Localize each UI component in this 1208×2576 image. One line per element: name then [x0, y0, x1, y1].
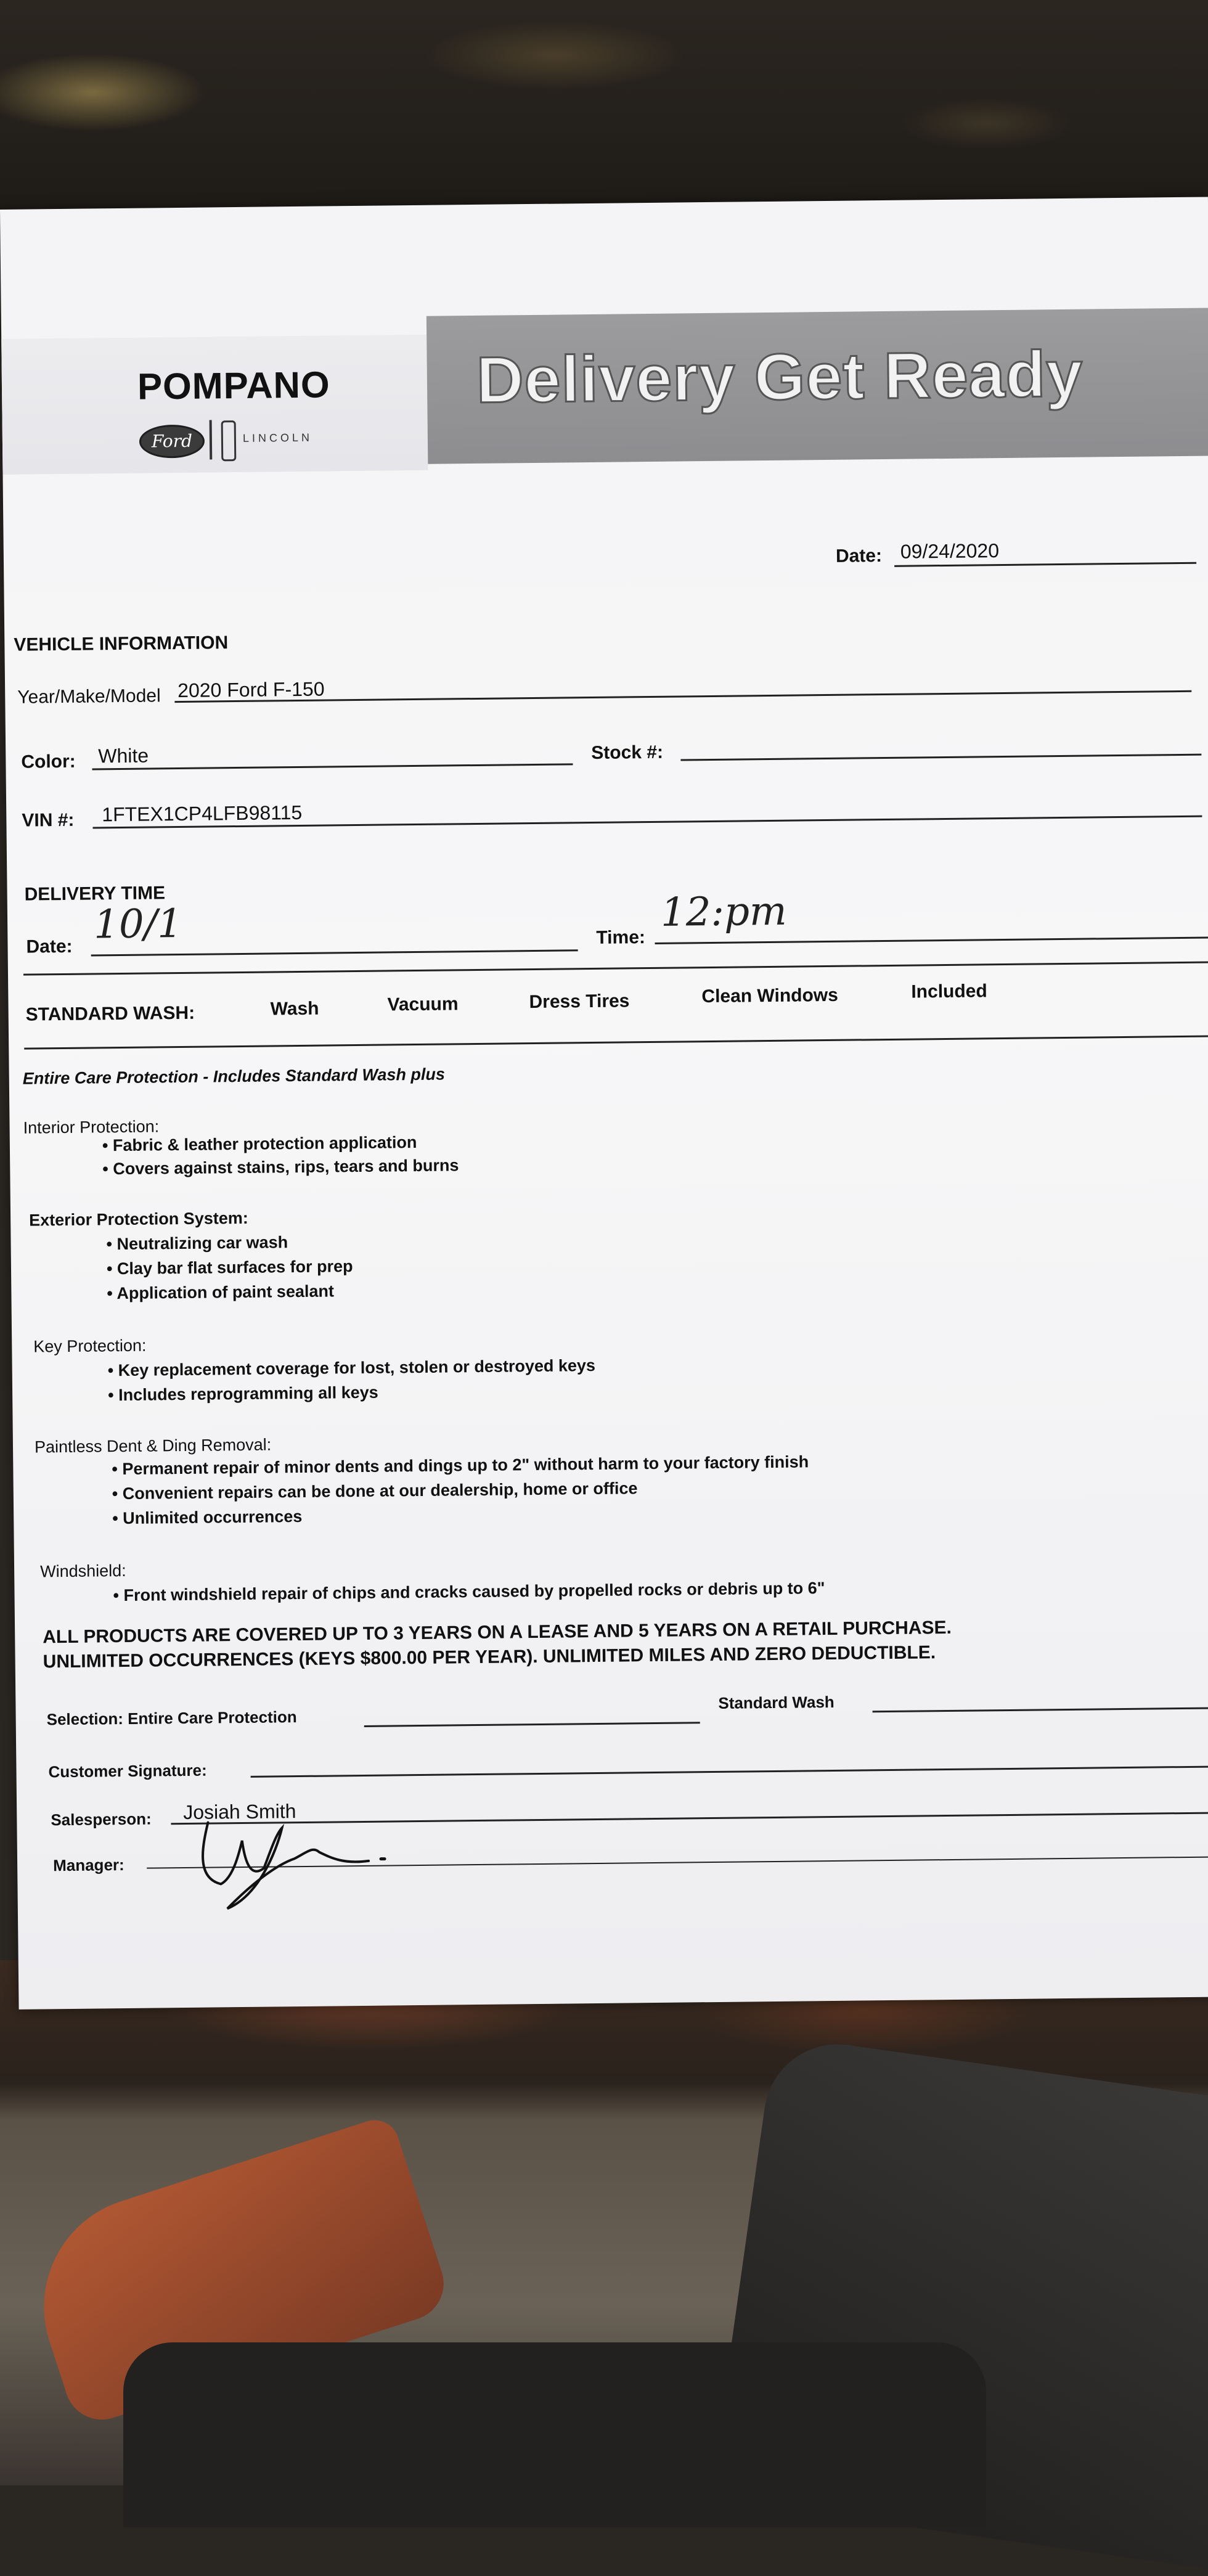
color-label: Color:	[21, 751, 76, 772]
delivery-time-line	[655, 936, 1208, 944]
ymm-line	[174, 690, 1191, 703]
color-line	[92, 763, 573, 770]
wash-option-clean-windows: Clean Windows	[701, 984, 839, 1007]
key-item-2: • Includes reprogramming all keys	[107, 1383, 378, 1405]
entire-care-heading-rest: - Includes Standard Wash plus	[198, 1065, 446, 1086]
stock-line	[680, 754, 1201, 761]
stock-label: Stock #:	[591, 742, 664, 764]
vin-value: 1FTEX1CP4LFB98115	[102, 801, 303, 826]
standard-wash-selection-label: Standard Wash	[718, 1692, 835, 1712]
exterior-title: Exterior Protection System:	[29, 1208, 248, 1230]
delivery-date-value: 10/1	[93, 901, 183, 948]
section-divider-2	[24, 1035, 1208, 1049]
standard-wash-label: STANDARD WASH:	[25, 1002, 195, 1025]
interior-item-1: • Fabric & leather protection application	[102, 1133, 417, 1155]
manager-signature-icon	[183, 1808, 431, 1915]
dent-item-3: • Unlimited occurrences	[112, 1507, 303, 1528]
exterior-item-3: • Application of paint sealant	[107, 1282, 335, 1303]
windshield-title: Windshield:	[39, 1561, 126, 1581]
wash-option-dress-tires: Dress Tires	[529, 991, 630, 1013]
customer-signature-line	[251, 1765, 1208, 1778]
entire-care-heading	[23, 1065, 445, 1089]
selection-label: Selection: Entire Care Protection	[46, 1707, 297, 1729]
key-item-1: • Key replacement coverage for lost, stolen or destroyed keys	[107, 1355, 596, 1380]
ymm-value: 2020 Ford F-150	[177, 677, 325, 702]
logo-divider	[210, 420, 213, 459]
dent-item-1: • Permanent repair of minor dents and dings up to 2" without harm to your factory finish	[112, 1452, 809, 1479]
lincoln-text: LINCOLN	[242, 431, 313, 444]
vin-label: VIN #:	[22, 809, 75, 831]
wash-option-vacuum: Vacuum	[387, 994, 459, 1015]
coverage-line-2: UNLIMITED OCCURRENCES (KEYS $800.00 PER YEAR). UNLIMITED MILES AND ZERO DEDUCTIBLE.	[43, 1642, 936, 1672]
windshield-item-1: • Front windshield repair of chips and cracks caused by propelled rocks or debris up to 6"	[113, 1579, 825, 1605]
salesperson-value: Josiah Smith	[183, 1800, 296, 1824]
ford-logo-icon: Ford	[139, 425, 205, 459]
date-label: Date:	[835, 546, 883, 566]
wash-option-included: Included	[911, 981, 987, 1002]
interior-item-2: • Covers against stains, rips, tears and burns	[102, 1156, 459, 1179]
section-divider-1	[23, 961, 1208, 975]
delivery-time-value: 12:pm	[660, 888, 788, 936]
interior-title: Interior Protection:	[23, 1117, 160, 1137]
background-photo-top	[0, 0, 1208, 222]
vehicle-info-heading: VEHICLE INFORMATION	[14, 632, 229, 655]
customer-signature-label: Customer Signature:	[48, 1760, 207, 1781]
ymm-label: Year/Make/Model	[17, 685, 161, 708]
entire-care-heading-bold: Entire Care Protection	[22, 1067, 198, 1088]
salesperson-label: Salesperson:	[51, 1809, 152, 1830]
dealer-brand: POMPANO	[137, 364, 330, 407]
dent-title: Paintless Dent & Ding Removal:	[34, 1435, 272, 1457]
exterior-item-1: • Neutralizing car wash	[106, 1233, 288, 1254]
exterior-item-2: • Clay bar flat surfaces for prep	[106, 1257, 353, 1278]
lincoln-logo-icon	[221, 420, 237, 461]
coverage-line-1: ALL PRODUCTS ARE COVERED UP TO 3 YEARS ON A LEASE AND 5 YEARS ON A RETAIL PURCHASE.	[43, 1617, 952, 1648]
person-shorts-lower	[123, 2342, 986, 2527]
dent-item-2: • Convenient repairs can be done at our dealership, home or office	[112, 1479, 638, 1503]
manager-label: Manager:	[52, 1855, 124, 1875]
date-value: 09/24/2020	[900, 539, 1000, 563]
delivery-time-heading: DELIVERY TIME	[24, 883, 166, 905]
selection-line	[364, 1722, 700, 1727]
delivery-date-label: Date:	[26, 936, 73, 957]
form-title: Delivery Get Ready	[476, 337, 1084, 417]
color-value: White	[98, 744, 149, 767]
key-title: Key Protection:	[33, 1336, 147, 1356]
delivery-date-line	[91, 949, 578, 956]
delivery-time-label: Time:	[596, 927, 646, 948]
delivery-form-paper	[0, 197, 1208, 2009]
wash-option-wash: Wash	[270, 998, 319, 1020]
standard-wash-line	[873, 1707, 1208, 1712]
